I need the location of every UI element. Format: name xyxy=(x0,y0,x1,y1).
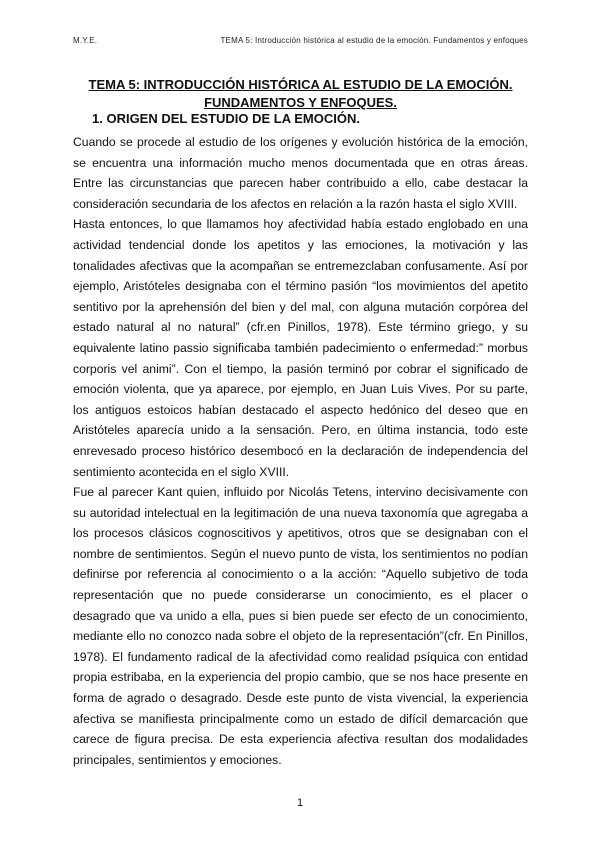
body-text xyxy=(73,132,528,770)
paragraph-2: Hasta entonces, lo que llamamos hoy afectividad había estado englobado en una actividad tendencial donde los apetitos y las emociones, la motivación y las tonalidades afectivas que la acompañan se entremezclaban confusamente. Así por ejemplo, Aristóteles designaba con el término pasión “los movimientos del apetito sentitivo por la aprehensión del bien y del mal, con alguna mutación corpórea del estado natural al no natural” (cfr.en Pinillos, 1978). Este término griego, y su equivalente latino passio significaba también padecimiento o enfermedad:” morbus corporis vel animi”. Con el tiempo, la pasión terminó por cobrar el significado de emoción violenta, que ya aparece, por ejemplo, en Juan Luis Vives. Por su parte, los antiguos estoicos habían destacado el aspecto hedónico del deseo que en Aristóteles aparecía unido a la sensación. Pero, en última instancia, todo este enrevesado proceso histórico desembocó en la declaración de independencia del sentimiento acontecida en el siglo XVIII. xyxy=(73,217,528,479)
document-title-line-1: TEMA 5: INTRODUCCIÓN HISTÓRICA AL ESTUDIO DE LA EMOCIÓN. xyxy=(88,77,513,92)
section-heading: 1. ORIGEN DEL ESTUDIO DE LA EMOCIÓN. xyxy=(92,111,360,126)
document-title-line-2: FUNDAMENTOS Y ENFOQUES. xyxy=(204,95,397,110)
paragraph-3: Fue al parecer Kant quien, influido por Nicolás Tetens, intervino decisivamente con su autoridad intelectual en la legitimación de una nueva taxonomía que agregaba a los procesos clásicos cognoscitivos y apetitivos, otros que se designaban con el nombre de sentimientos. Según el nuevo punto de vista, los sentimientos no podían definirse por referencia al conocimiento o a la acción: “Aquello subjetivo de toda representación que no puede considerarse un conocimiento, es el placer o desagrado que va unido a ella, pues si bien puede ser efecto de un conocimiento, mediante ello no conozco nada sobre el objeto de la representación”(cfr. En Pinillos, 1978). El fundamento radical de la afectividad como realidad psíquica con entidad propia estribaba, en la experiencia del propio cambio, que se nos hace presente en forma de agrado o desagrado. Desde este punto de vista vivencial, la experiencia afectiva se manifiesta principalmente como un estado de difícil demarcación que carece de figura precisa. De esta experiencia afectiva resultan dos modalidades principales, sentimientos y emociones. xyxy=(73,485,528,767)
paragraph-1: Cuando se procede al estudio de los orígenes y evolución histórica de la emoción, se encuentra una información mucho menos documentada que en otras áreas. Entre las circunstancias que parecen haber contribuido a ello, cabe destacar la consideración secundaria de los afectos en relación a la razón hasta el siglo XVIII. xyxy=(73,135,528,211)
running-header-right: TEMA 5: Introducción histórica al estudio de la emoción. Fundamentos y enfoques xyxy=(220,36,528,45)
page-number: 1 xyxy=(296,797,304,809)
running-header-left: M.Y.E. xyxy=(73,36,98,45)
